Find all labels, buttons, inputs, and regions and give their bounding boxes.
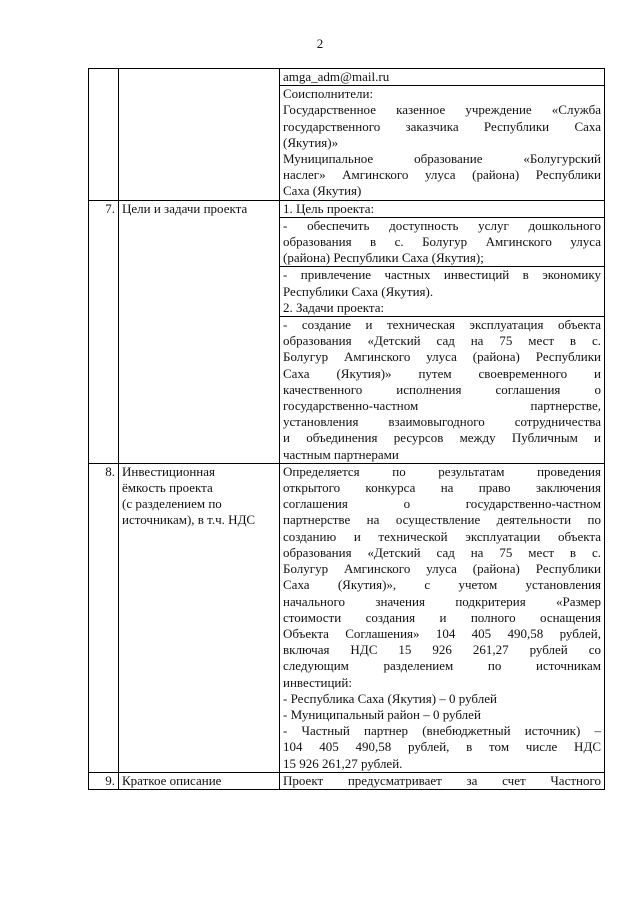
table-row (89, 200, 605, 463)
row-description-line: - создание и техническая эксплуатация объекта (280, 316, 604, 333)
row-description-line: Государственное казенное учреждение «Служба (283, 102, 601, 118)
row-description-line: 15 926 261,27 рублей. (283, 755, 403, 771)
row-description-line: Соисполнители: (280, 85, 604, 102)
row-description-line: государственно-частном партнерстве, (283, 398, 601, 414)
row-description-line: Объекта Соглашения» 104 405 490,58 рублей, (283, 625, 601, 641)
row-description-line: Болугур Амгинского улуса (района) Республики (283, 349, 601, 365)
row-description-line: - обеспечить доступность услуг дошкольного (280, 217, 604, 234)
row-description-line: 2. Задачи проекта: (283, 299, 385, 315)
row-title-line: Инвестиционная (122, 463, 215, 479)
row-description-line: - Частный партнер (внебюджетный источник) – (283, 723, 601, 739)
row-title (119, 772, 280, 789)
row-description-line: - Муниципальный район – 0 рублей (283, 706, 481, 722)
row-description-line: - привлечение частных инвестиций в экономику (280, 266, 604, 283)
row-description-line: Муниципальное образование «Болугурский (283, 151, 601, 167)
row-description-line: Определяется по результатам проведения (283, 463, 601, 479)
row-description (280, 200, 605, 463)
row-description-line: Республики Саха (Якутия). (283, 283, 434, 299)
row-description-line: и объединения ресурсов между Публичным и (283, 430, 601, 446)
row-description-line: образования «Детский сад на 75 мест в с. (283, 544, 601, 560)
row-description-line: стоимости создания и полного оснащения (283, 609, 601, 625)
table-row (89, 463, 605, 772)
row-title-line: (с разделением по (122, 496, 222, 512)
row-description-line: образования в с. Болугур Амгинского улуса (283, 234, 601, 250)
table-body (89, 69, 605, 790)
page-number: 2 (316, 36, 324, 51)
row-description-line: начального значения подкритерия «Размер (283, 593, 601, 609)
row-description-line: инвестиций: (283, 674, 352, 690)
row-description-line: следующим разделением по источникам (283, 658, 601, 674)
row-description-line: Саха (Якутия)», с учетом установления (283, 577, 601, 593)
row-number: 7. (89, 200, 119, 463)
row-description-line: 104 405 490,58 рублей, в том числе НДС (283, 739, 601, 755)
row-description (280, 772, 605, 789)
row-description-line: (Якутия)» (283, 134, 339, 150)
row-number (89, 69, 119, 201)
row-number: 9. (89, 772, 119, 789)
row-title (119, 69, 280, 201)
row-description-line: включая НДС 15 926 261,27 рублей со (283, 642, 601, 658)
project-passport-table (88, 68, 605, 790)
row-description-line: созданию и технической эксплуатации объекта (283, 528, 601, 544)
row-title-line: Краткое описание (122, 772, 222, 788)
row-description-line: Саха (Якутия)» путем своевременного и (283, 365, 601, 381)
row-description-line: качественного исполнения соглашения о (283, 381, 601, 397)
row-description-line: государственного заказчика Республики Саха (283, 118, 601, 134)
row-description-line: наслег» Амгинского улуса (района) Республики (283, 167, 601, 183)
row-description-line: частным партнерами (283, 446, 399, 462)
row-description-line: Проект предусматривает за счет Частного (283, 772, 601, 788)
row-description-line: образования «Детский сад на 75 мест в с. (283, 333, 601, 349)
row-description-line: Саха (Якутия) (283, 183, 362, 199)
row-title (119, 463, 280, 772)
row-description (280, 463, 605, 772)
table-row (89, 772, 605, 789)
row-description-line: (района) Республики Саха (Якутия); (283, 250, 484, 266)
row-description (280, 69, 605, 201)
row-title-line: Цели и задачи проекта (122, 200, 248, 216)
row-description-line: открытого конкурса на право заключения (283, 480, 601, 496)
row-description-line: 1. Цель проекта: (283, 200, 375, 216)
table-row (89, 69, 605, 201)
row-description-line: Болугур Амгинского улуса (района) Республики (283, 561, 601, 577)
row-description-line: amga_adm@mail.ru (283, 69, 390, 84)
row-title-line: источникам), в т.ч. НДС (122, 512, 256, 528)
row-description-line: - Республика Саха (Якутия) – 0 рублей (283, 690, 497, 706)
row-title-line: ёмкость проекта (122, 480, 213, 496)
row-title (119, 200, 280, 463)
row-description-line: установления взаимовыгодного сотрудничества (283, 414, 601, 430)
row-description-line: соглашения о государственно-частном (283, 496, 601, 512)
row-number: 8. (89, 463, 119, 772)
row-description-line: партнерстве на осуществление деятельности по (283, 512, 601, 528)
